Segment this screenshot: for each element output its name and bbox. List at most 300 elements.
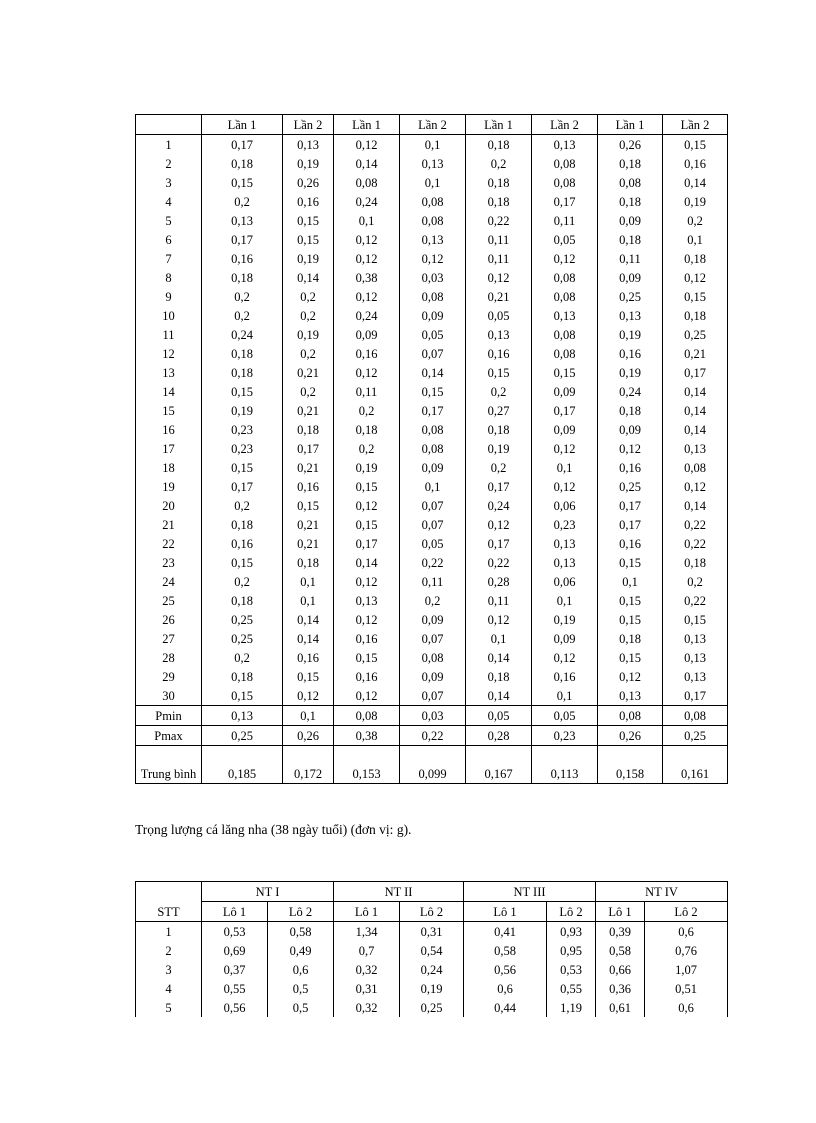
table-cell: 0,11 [598, 249, 663, 268]
table-cell: 0,22 [663, 515, 728, 534]
table-cell: 0,15 [202, 553, 283, 572]
table-cell: 0,25 [663, 325, 728, 344]
column-header: Lần 1 [598, 115, 663, 135]
table-cell: 0,38 [334, 726, 400, 746]
row-index: 8 [136, 268, 202, 287]
column-header: Lô 1 [596, 902, 645, 922]
table-cell: 0,18 [466, 420, 532, 439]
table-cell: 0,12 [532, 477, 598, 496]
table-cell: 0,15 [400, 382, 466, 401]
table-cell: 0,14 [663, 173, 728, 192]
table-cell: 0,09 [598, 268, 663, 287]
table-cell: 0,6 [268, 960, 334, 979]
table-cell: 0,2 [202, 306, 283, 325]
table-cell: 0,18 [663, 553, 728, 572]
table-cell: 0,69 [202, 941, 268, 960]
table-cell: 0,24 [334, 306, 400, 325]
table-cell: 0,26 [598, 135, 663, 155]
table-cell: 0,09 [400, 610, 466, 629]
column-header: Lần 2 [663, 115, 728, 135]
weight-table-2 [135, 881, 728, 1017]
table-cell: 0,15 [466, 363, 532, 382]
table-row [136, 572, 728, 591]
column-header: Lô 2 [268, 902, 334, 922]
table-cell: 0,55 [547, 979, 596, 998]
table-cell: 0,07 [400, 629, 466, 648]
table-row [136, 249, 728, 268]
table-cell: 0,113 [532, 746, 598, 784]
table-cell: 0,15 [663, 287, 728, 306]
table-cell: 0,13 [663, 667, 728, 686]
table-cell: 0,17 [400, 401, 466, 420]
table-cell: 0,17 [663, 686, 728, 706]
table-cell: 0,1 [532, 686, 598, 706]
table-cell: 0,2 [202, 572, 283, 591]
table-cell: 0,2 [202, 648, 283, 667]
table-cell: 0,28 [466, 726, 532, 746]
table-row [136, 534, 728, 553]
table-cell: 0,14 [466, 686, 532, 706]
table-cell: 0,16 [202, 249, 283, 268]
table-cell: 0,2 [283, 306, 334, 325]
table-cell: 0,14 [466, 648, 532, 667]
table-cell: 0,19 [466, 439, 532, 458]
table-cell: 0,15 [663, 610, 728, 629]
table-cell: 0,18 [283, 420, 334, 439]
table-cell: 0,12 [334, 572, 400, 591]
table-cell: 0,16 [466, 344, 532, 363]
table-cell: 0,09 [400, 306, 466, 325]
table-cell: 0,15 [598, 591, 663, 610]
table-cell: 0,23 [532, 515, 598, 534]
table-cell: 0,56 [464, 960, 547, 979]
table-cell: 0,13 [400, 154, 466, 173]
table-cell: 0,18 [598, 401, 663, 420]
row-index: 9 [136, 287, 202, 306]
table-cell: 0,15 [283, 667, 334, 686]
subheader-row [136, 902, 728, 922]
table-cell: 1,19 [547, 998, 596, 1017]
table-cell: 0,39 [596, 922, 645, 942]
table-cell: 0,06 [532, 572, 598, 591]
table-cell: 0,2 [466, 382, 532, 401]
table-cell: 0,14 [663, 496, 728, 515]
table-cell: 0,1 [466, 629, 532, 648]
table-cell: 0,21 [466, 287, 532, 306]
table-cell: 0,14 [663, 382, 728, 401]
table-cell: 0,21 [283, 401, 334, 420]
table-cell: 0,2 [400, 591, 466, 610]
table-cell: 0,13 [283, 135, 334, 155]
table-cell: 0,76 [645, 941, 728, 960]
table-cell: 0,12 [283, 686, 334, 706]
table-cell: 0,58 [268, 922, 334, 942]
table-row [136, 979, 728, 998]
table-cell: 0,15 [202, 382, 283, 401]
table-row [136, 268, 728, 287]
table-cell: 0,23 [202, 420, 283, 439]
table-cell: 0,09 [532, 382, 598, 401]
table-cell: 0,12 [532, 249, 598, 268]
table-cell: 0,22 [400, 553, 466, 572]
table-cell: 0,2 [283, 287, 334, 306]
table-cell: 0,13 [663, 648, 728, 667]
row-index: 12 [136, 344, 202, 363]
table-cell: 0,09 [334, 325, 400, 344]
table-cell: 0,2 [202, 496, 283, 515]
table-cell: 0,25 [202, 726, 283, 746]
table-cell: 0,24 [598, 382, 663, 401]
row-index: 3 [136, 173, 202, 192]
table-cell: 0,06 [532, 496, 598, 515]
table-cell: 0,18 [202, 591, 283, 610]
table-cell: 0,25 [598, 477, 663, 496]
table-cell: 0,13 [532, 553, 598, 572]
table-row [136, 515, 728, 534]
table-cell: 0,16 [663, 154, 728, 173]
row-index: 25 [136, 591, 202, 610]
table-cell: 0,09 [400, 458, 466, 477]
table-row [136, 686, 728, 706]
table-cell: 0,13 [202, 211, 283, 230]
table-cell: 0,7 [334, 941, 400, 960]
table-cell: 0,19 [663, 192, 728, 211]
table-cell: 0,19 [202, 401, 283, 420]
table-cell: 0,15 [532, 363, 598, 382]
column-header: Lô 1 [334, 902, 400, 922]
table-cell: 0,14 [334, 553, 400, 572]
table-cell: 0,158 [598, 746, 663, 784]
table-cell: 0,21 [283, 363, 334, 382]
table-cell: 0,17 [202, 477, 283, 496]
table-cell: 0,05 [400, 534, 466, 553]
table-cell: 0,11 [466, 230, 532, 249]
table-cell: 0,08 [532, 173, 598, 192]
table-row [136, 401, 728, 420]
table-cell: 0,07 [400, 686, 466, 706]
table-cell: 0,38 [334, 268, 400, 287]
table-cell: 0,37 [202, 960, 268, 979]
table-row [136, 325, 728, 344]
table-cell: 0,18 [598, 154, 663, 173]
table-cell: 0,14 [663, 420, 728, 439]
table-cell: 0,13 [663, 629, 728, 648]
row-index: 19 [136, 477, 202, 496]
table-row [136, 154, 728, 173]
table-cell: 0,31 [334, 979, 400, 998]
table-cell: 0,2 [283, 344, 334, 363]
table-cell: 0,13 [532, 534, 598, 553]
table-cell: 0,17 [283, 439, 334, 458]
table-cell: 0,12 [466, 515, 532, 534]
table-row [136, 922, 728, 942]
table-cell: 0,13 [532, 306, 598, 325]
column-header: Lần 1 [334, 115, 400, 135]
table-cell: 0,14 [283, 610, 334, 629]
table-cell: 0,18 [202, 344, 283, 363]
row-index: 23 [136, 553, 202, 572]
table-cell: 0,24 [202, 325, 283, 344]
table-cell: 0,05 [400, 325, 466, 344]
table-cell: 0,18 [466, 135, 532, 155]
table-row [136, 211, 728, 230]
table-cell: 0,31 [400, 922, 464, 942]
row-index: 20 [136, 496, 202, 515]
table-cell: 0,24 [334, 192, 400, 211]
table-cell: 0,12 [466, 268, 532, 287]
table-cell: 0,41 [464, 922, 547, 942]
table-cell: 0,93 [547, 922, 596, 942]
table-cell: 0,6 [645, 998, 728, 1017]
row-index: 18 [136, 458, 202, 477]
table-row [136, 192, 728, 211]
group-header: NT I [202, 882, 334, 902]
table-row [136, 629, 728, 648]
table-row [136, 363, 728, 382]
table-cell: 0,26 [283, 173, 334, 192]
table-row [136, 960, 728, 979]
table-cell: 0,12 [598, 439, 663, 458]
column-header: Lô 2 [400, 902, 464, 922]
row-index: 26 [136, 610, 202, 629]
table-cell: 0,2 [334, 439, 400, 458]
table-row [136, 610, 728, 629]
column-header: Lô 1 [464, 902, 547, 922]
table-cell: 0,18 [334, 420, 400, 439]
table-cell: 0,18 [466, 192, 532, 211]
table-cell: 0,21 [283, 534, 334, 553]
table-row [136, 496, 728, 515]
column-header: Lần 2 [532, 115, 598, 135]
group-header: NT II [334, 882, 464, 902]
table-cell: 0,22 [466, 553, 532, 572]
table-cell: 0,08 [532, 154, 598, 173]
table-cell: 0,16 [598, 534, 663, 553]
column-header: Lô 2 [547, 902, 596, 922]
row-index: 29 [136, 667, 202, 686]
table-cell: 0,18 [202, 363, 283, 382]
table-cell: 0,19 [598, 363, 663, 382]
table-cell: 0,13 [598, 686, 663, 706]
table-cell: 0,61 [596, 998, 645, 1017]
table-cell: 0,03 [400, 706, 466, 726]
row-index: 4 [136, 979, 202, 998]
row-index: 10 [136, 306, 202, 325]
row-index: 28 [136, 648, 202, 667]
row-index: 21 [136, 515, 202, 534]
table-cell: 0,12 [466, 610, 532, 629]
table-cell: 0,51 [645, 979, 728, 998]
table-row [136, 458, 728, 477]
table-cell: 0,18 [598, 192, 663, 211]
table-cell: 0,22 [466, 211, 532, 230]
table-cell: 0,2 [202, 287, 283, 306]
table-cell: 0,5 [268, 998, 334, 1017]
group-header: NT III [464, 882, 596, 902]
table-cell: 0,08 [532, 268, 598, 287]
table-cell: 0,11 [466, 249, 532, 268]
table-cell: 0,12 [663, 268, 728, 287]
table-row [136, 477, 728, 496]
table-cell: 0,12 [334, 287, 400, 306]
table-cell: 0,13 [532, 135, 598, 155]
table-cell: 0,15 [202, 458, 283, 477]
table-cell: 0,16 [334, 344, 400, 363]
table-row [136, 667, 728, 686]
row-index: 30 [136, 686, 202, 706]
table-cell: 0,15 [283, 211, 334, 230]
table-cell: 0,09 [532, 420, 598, 439]
table-cell: 0,05 [532, 706, 598, 726]
column-header: Lô 1 [202, 902, 268, 922]
table-cell: 0,08 [663, 458, 728, 477]
table-row [136, 998, 728, 1017]
table-cell: 0,16 [283, 192, 334, 211]
table-row [136, 135, 728, 155]
table-cell: 0,11 [532, 211, 598, 230]
row-index: 2 [136, 154, 202, 173]
table-cell: 0,18 [202, 515, 283, 534]
row-index: 16 [136, 420, 202, 439]
table-cell: 0,17 [598, 515, 663, 534]
table-cell: 0,25 [202, 610, 283, 629]
row-index: 5 [136, 998, 202, 1017]
table-cell: 0,22 [663, 534, 728, 553]
table-cell: 0,1 [400, 135, 466, 155]
table-cell: 0,16 [283, 648, 334, 667]
table-row [136, 230, 728, 249]
table-cell: 1,07 [645, 960, 728, 979]
table-cell: 0,15 [334, 515, 400, 534]
table-cell: 0,161 [663, 746, 728, 784]
table-cell: 0,12 [598, 667, 663, 686]
table-cell: 0,19 [334, 458, 400, 477]
table-cell: 0,18 [466, 173, 532, 192]
table-cell: 0,25 [598, 287, 663, 306]
table-cell: 0,14 [283, 268, 334, 287]
table-row [136, 941, 728, 960]
table-cell: 0,95 [547, 941, 596, 960]
table-cell: 0,08 [598, 173, 663, 192]
table-cell: 0,13 [663, 439, 728, 458]
summary-row [136, 726, 728, 746]
table-cell: 0,55 [202, 979, 268, 998]
table-cell: 0,12 [663, 477, 728, 496]
table-cell: 0,1 [283, 572, 334, 591]
row-index: 27 [136, 629, 202, 648]
table-cell: 0,53 [202, 922, 268, 942]
table-cell: 0,2 [663, 211, 728, 230]
summary-label: Pmin [136, 706, 202, 726]
table-cell: 0,25 [202, 629, 283, 648]
table-cell: 0,18 [466, 667, 532, 686]
table-cell: 0,1 [283, 706, 334, 726]
table-cell: 0,2 [466, 458, 532, 477]
table-cell: 0,172 [283, 746, 334, 784]
table-cell: 0,08 [334, 706, 400, 726]
table-cell: 0,28 [466, 572, 532, 591]
table-cell: 0,18 [202, 667, 283, 686]
table-cell: 0,21 [283, 515, 334, 534]
table-cell: 0,05 [532, 230, 598, 249]
table-cell: 0,2 [283, 382, 334, 401]
table-caption: Trọng lượng cá lăng nha (38 ngày tuổi) (đơn vị: g). [135, 822, 412, 837]
weight-table-1 [135, 114, 728, 784]
table-cell: 0,16 [532, 667, 598, 686]
table-cell: 0,15 [598, 648, 663, 667]
row-index: 24 [136, 572, 202, 591]
table-cell: 0,1 [400, 477, 466, 496]
table-cell: 0,16 [598, 344, 663, 363]
table-cell: 0,16 [334, 667, 400, 686]
column-header: Lần 2 [400, 115, 466, 135]
header-row [136, 115, 728, 135]
table-row [136, 306, 728, 325]
table-cell: 0,08 [400, 287, 466, 306]
table-cell: 0,08 [400, 648, 466, 667]
table-cell: 0,1 [532, 591, 598, 610]
summary-row [136, 706, 728, 726]
table-cell: 0,03 [400, 268, 466, 287]
table-cell: 0,25 [400, 998, 464, 1017]
table-cell: 0,1 [400, 173, 466, 192]
table-cell: 0,18 [598, 629, 663, 648]
table-cell: 0,18 [283, 553, 334, 572]
table-cell: 0,24 [466, 496, 532, 515]
row-index: 3 [136, 960, 202, 979]
table-row [136, 420, 728, 439]
table-cell: 0,19 [598, 325, 663, 344]
table-cell: 0,15 [334, 648, 400, 667]
table-cell: 0,07 [400, 344, 466, 363]
table-cell: 0,6 [464, 979, 547, 998]
table-cell: 0,19 [532, 610, 598, 629]
row-index: 2 [136, 941, 202, 960]
table-row [136, 287, 728, 306]
table-row [136, 173, 728, 192]
table-cell: 0,32 [334, 998, 400, 1017]
table-cell: 0,08 [598, 706, 663, 726]
table-cell: 1,34 [334, 922, 400, 942]
table-cell: 0,07 [400, 496, 466, 515]
table-cell: 0,16 [334, 629, 400, 648]
table-cell: 0,17 [202, 135, 283, 155]
table-row [136, 439, 728, 458]
average-row [136, 746, 728, 784]
table-cell: 0,08 [400, 211, 466, 230]
table-cell: 0,18 [598, 230, 663, 249]
table-cell: 0,185 [202, 746, 283, 784]
column-header [136, 115, 202, 135]
table-cell: 0,14 [334, 154, 400, 173]
table-cell: 0,6 [645, 922, 728, 942]
table-cell: 0,12 [334, 496, 400, 515]
table-cell: 0,15 [202, 686, 283, 706]
table-cell: 0,08 [532, 344, 598, 363]
table-row [136, 344, 728, 363]
table-cell: 0,153 [334, 746, 400, 784]
table-cell: 0,15 [334, 477, 400, 496]
row-index: 4 [136, 192, 202, 211]
row-index: 1 [136, 135, 202, 155]
table-cell: 0,2 [466, 154, 532, 173]
column-header: Lần 1 [466, 115, 532, 135]
table-cell: 0,05 [466, 306, 532, 325]
table-cell: 0,19 [400, 979, 464, 998]
table-cell: 0,09 [532, 629, 598, 648]
table-cell: 0,15 [283, 230, 334, 249]
table-cell: 0,23 [532, 726, 598, 746]
